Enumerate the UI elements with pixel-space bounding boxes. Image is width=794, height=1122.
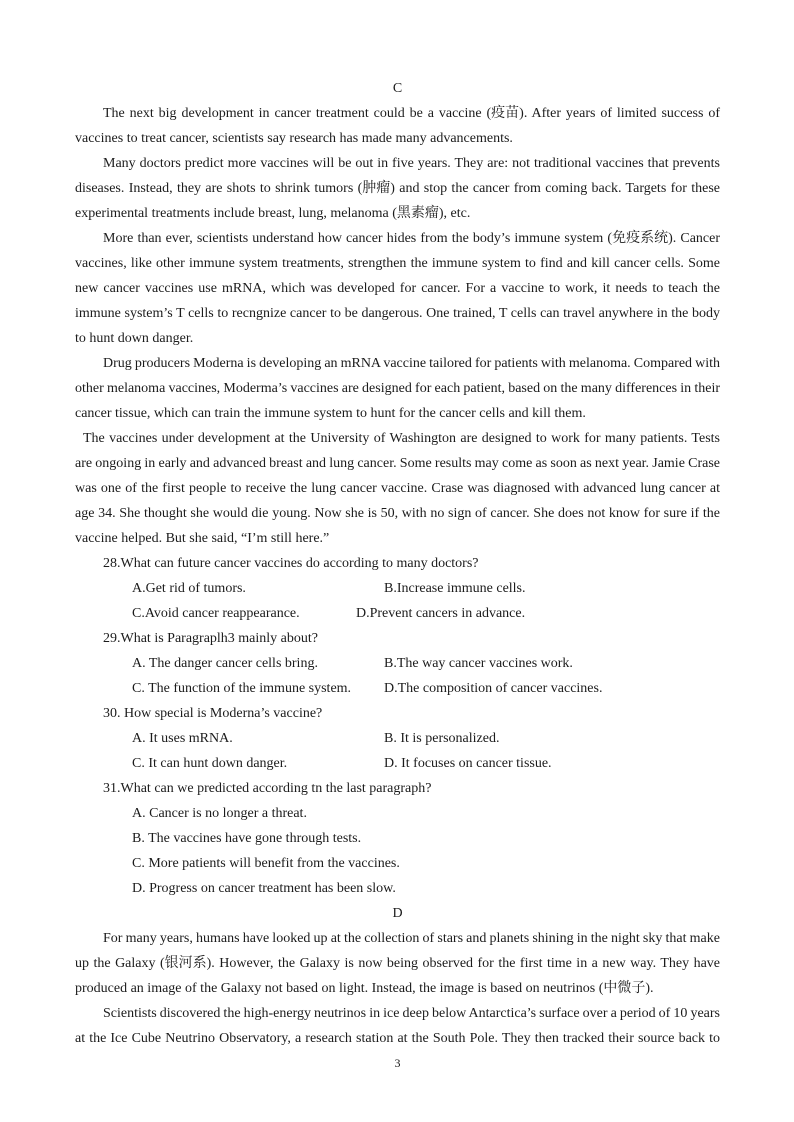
option-row: [75, 601, 720, 626]
paragraph-line: [75, 176, 720, 201]
option-c: C.Avoid cancer reappearance.: [132, 606, 300, 621]
question-stem: 29.What is Paragraplh3 mainly about?: [103, 631, 318, 646]
passage-c-paragraph-1: [0, 101, 794, 151]
question-29: [0, 626, 794, 701]
paragraph-line: [75, 951, 720, 976]
page-number: 3: [394, 1056, 401, 1070]
option-row: [75, 576, 720, 601]
paragraph-line: to hunt down danger.: [75, 331, 194, 346]
paragraph-line: [75, 301, 720, 326]
paragraph-line-text: diseases. Instead, they are shots to shrink tumors (肿瘤) and stop the cancer from coming back. Targets for these: [75, 181, 720, 196]
question-31: [0, 776, 794, 901]
paragraph-line-text: Many doctors predict more vaccines will be out in five years. They are: not traditional vaccines that prevents: [103, 156, 720, 171]
passage-c-paragraph-2: [0, 151, 794, 226]
question-30: [0, 701, 794, 776]
paragraph-line: experimental treatments include breast, lung, melanoma (黑素瘤), etc.: [75, 206, 471, 221]
paragraph-line-text: More than ever, scientists understand how cancer hides from the body’s immune system (免疫系统). Cancer: [103, 231, 720, 246]
option-d: D. Progress on cancer treatment has been slow.: [132, 881, 396, 896]
paragraph-line: vaccine helped. But she said, “I’m still here.”: [75, 531, 330, 546]
option-row: [75, 651, 720, 676]
passage-c-paragraph-5: [0, 426, 794, 551]
paragraph-line: [75, 351, 720, 376]
passage-c-paragraph-3: [0, 226, 794, 351]
paragraph-line-text: other melanoma vaccines, Moderma’s vaccines are designed for each patient, based on the many differences in their: [75, 381, 720, 396]
paragraph-line-text: new cancer vaccines use mRNA, which was developed for cancer. For a vaccine to work, it needs to teach the: [75, 281, 720, 296]
paragraph-line: produced an image of the Galaxy not based on light. Instead, the image is based on neutrinos (中微子).: [75, 981, 654, 996]
paragraph-line: vaccines to treat cancer, scientists say research has made many advancements.: [75, 131, 513, 146]
passage-d-paragraph-1: [0, 926, 794, 1001]
option-c: C. More patients will benefit from the vaccines.: [132, 856, 400, 871]
paragraph-line: [75, 251, 720, 276]
option-d: D. It focuses on cancer tissue.: [384, 756, 552, 771]
section-c-heading: C: [392, 81, 403, 96]
option-row: [75, 676, 720, 701]
paragraph-line: [75, 476, 720, 501]
paragraph-line-text: are ongoing in early and advanced breast and lung cancer. Some results may come as soon as next year. Jamie Crase: [75, 456, 720, 471]
paragraph-line-text: Drug producers Moderna is developing an mRNA vaccine tailored for patients with melanoma. Compared with: [103, 356, 720, 371]
question-stem: 30. How special is Moderna’s vaccine?: [103, 706, 323, 721]
passage-c-paragraph-4: [0, 351, 794, 426]
option-b: B.The way cancer vaccines work.: [384, 656, 573, 671]
option-b: B. The vaccines have gone through tests.: [132, 831, 362, 846]
paragraph-line-text: The next big development in cancer treatment could be a vaccine (疫苗). After years of limited success of: [103, 106, 720, 121]
paragraph-line: [75, 501, 720, 526]
option-c: C. It can hunt down danger.: [132, 756, 288, 771]
question-stem: 31.What can we predicted according tn the last paragraph?: [103, 781, 432, 796]
paragraph-line-text: immune system’s T cells to recngnize cancer to be dangerous. One trained, T cells can travel anywhere in the body: [75, 306, 720, 321]
paragraph-line-text: The vaccines under development at the University of Washington are designed to work for many patients. Tests: [83, 431, 720, 446]
paragraph-line: cancer tissue, which can train the immune system to hunt for the cancer cells and kill them.: [75, 406, 586, 421]
question-stem: 28.What can future cancer vaccines do according to many doctors?: [103, 556, 479, 571]
paragraph-line-text: up the Galaxy (银河系). However, the Galaxy is now being observed for the first time in a new way. They have: [75, 956, 720, 971]
paragraph-line-text: For many years, humans have looked up at the collection of stars and planets shining in the night sky that make: [103, 931, 720, 946]
option-row: [75, 751, 720, 776]
question-28: [0, 551, 794, 626]
option-b: B.Increase immune cells.: [384, 581, 526, 596]
paragraph-line-text: age 34. She thought she would die young. Now she is 50, with no sign of cancer. She does not know for sure if the: [75, 506, 720, 521]
paragraph-line: [75, 376, 720, 401]
paragraph-line-text: was one of the first people to receive the lung cancer vaccine. Crase was diagnosed with advanced lung cancer at: [75, 481, 720, 496]
paragraph-line: [75, 1026, 720, 1051]
option-a: A.Get rid of tumors.: [132, 581, 246, 596]
option-row: [75, 726, 720, 751]
option-a: A. The danger cancer cells bring.: [132, 656, 318, 671]
paragraph-line: [75, 226, 720, 251]
paragraph-line: [75, 426, 720, 451]
paragraph-line: [75, 101, 720, 126]
option-c: C. The function of the immune system.: [132, 681, 352, 696]
paragraph-line-text: at the Ice Cube Neutrino Observatory, a research station at the South Pole. They then tracked their source back to: [75, 1031, 720, 1046]
paragraph-line: [75, 151, 720, 176]
paragraph-line-text: vaccines, like other immune system treatments, strengthen the immune system to find and kill cancer cells. Some: [75, 256, 720, 271]
paragraph-line: [75, 926, 720, 951]
paragraph-line: [75, 1001, 720, 1026]
paragraph-line: [75, 451, 720, 476]
option-b: B. It is personalized.: [384, 731, 500, 746]
option-a: A. It uses mRNA.: [132, 731, 233, 746]
section-d-heading: D: [392, 906, 403, 921]
passage-d-paragraph-2: [0, 1001, 794, 1051]
option-d: D.The composition of cancer vaccines.: [384, 681, 603, 696]
paragraph-line-text: Scientists discovered the high-energy neutrinos in ice deep below Antarctica’s surface over a period of 10 years: [103, 1006, 720, 1021]
option-d: D.Prevent cancers in advance.: [356, 606, 526, 621]
paragraph-line: [75, 276, 720, 301]
option-a: A. Cancer is no longer a threat.: [132, 806, 307, 821]
